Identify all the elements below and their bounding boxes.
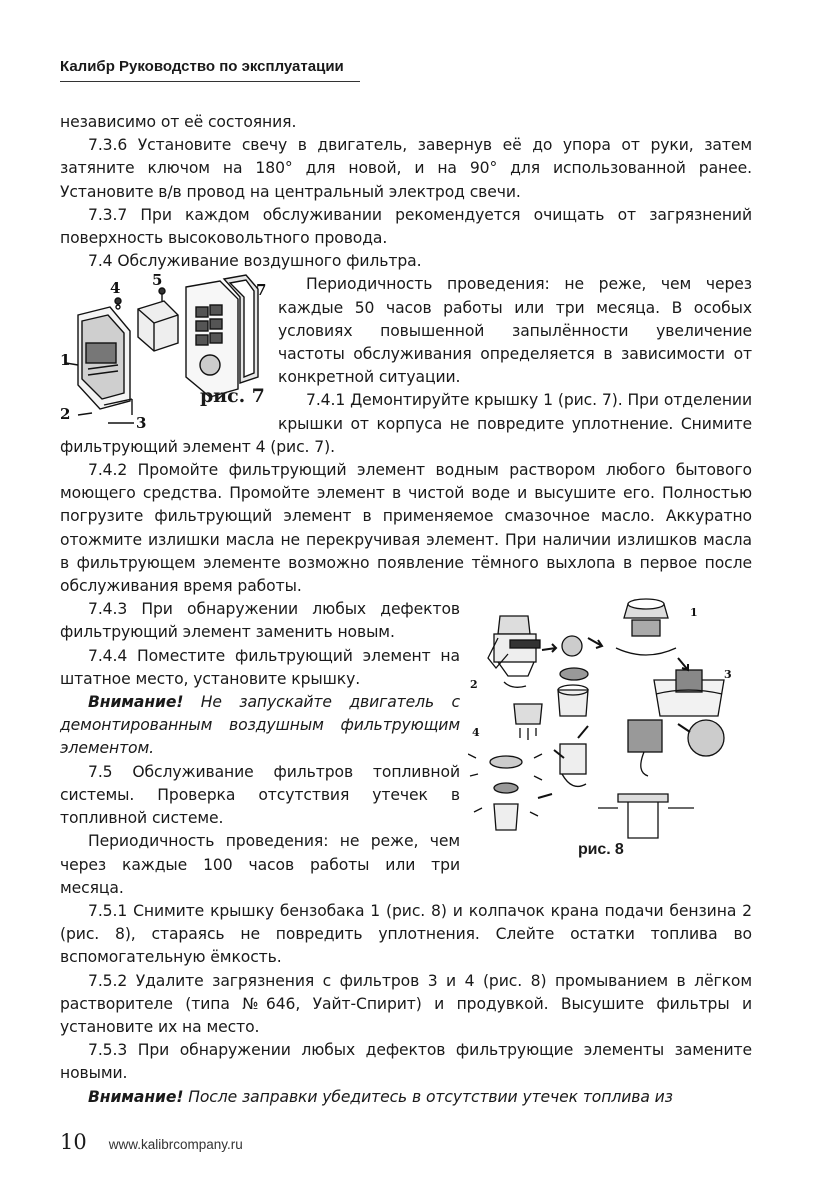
- paragraph: 7.3.7 При каждом обслуживании рекомендуется очищать от загрязнений поверхность высоковольтного провода.: [60, 205, 752, 248]
- fig7-label-1: 1: [60, 351, 71, 370]
- page-header: Калибр Руководство по эксплуатации: [60, 58, 360, 82]
- paragraph: 7.5.1 Снимите крышку бензобака 1 (рис. 8) и колпачок крана подачи бензина 2 (рис. 8), стараясь не повредить уплотнения. Слейте остатки топлива во вспомогательную ёмкость.: [60, 901, 752, 967]
- fig7-label-5: 5: [152, 273, 163, 290]
- fig7-label-4: 4: [110, 279, 121, 298]
- page-footer: [60, 1130, 243, 1154]
- page-content: [60, 111, 752, 1109]
- figure-7-caption: рис. 7: [200, 385, 265, 408]
- paragraph: 7.5.2 Удалите загрязнения с фильтров 3 и 4 (рис. 8) промыванием в лёгком растворителе (типа №646, Уайт-Спирит) и продувкой. Высушите фильтры и установите их на место.: [60, 971, 752, 1036]
- paragraph: 7.4.1 Демонтируйте крышку 1 (рис. 7). При отделении крышки от корпуса не повредите уплотнение. Снимите фильтрующий элемент 4 (рис. 7).: [60, 391, 752, 456]
- paragraph: Периодичность проведения: не реже, чем через каждые 100 часов работы или три месяца.: [60, 832, 460, 897]
- warning-label: Внимание!: [88, 693, 184, 712]
- paragraph: 7.5.3 При обнаружении любых дефектов фильтрующие элементы замените новыми.: [60, 1041, 752, 1083]
- paragraph: 7.4.4 Поместите фильтрующий элемент на штатное место, установите крышку.: [60, 646, 460, 688]
- figure-8-caption: рис. 8: [578, 841, 624, 859]
- paragraph: 7.3.6 Установите свечу в двигатель, завернув её до упора от руки, затем затяните ключом на 180° для новой, и на 90° для использованной ранее. Установите в/в провод на центральный электрод свечи.: [60, 136, 752, 201]
- warning-note: [60, 1086, 752, 1109]
- warning-text: Не запускайте двигатель с демонтированным воздушным фильтрующим элементом.: [60, 693, 460, 758]
- fig7-label-3: 3: [136, 414, 147, 429]
- fig8-label-3: 3: [724, 668, 732, 682]
- figure-7-air-filter: [60, 273, 268, 428]
- fig8-label-1: 1: [690, 606, 698, 620]
- paragraph: независимо от её состояния.: [60, 113, 297, 131]
- fuel-filters-drawing: [468, 598, 752, 862]
- warning-label: Внимание!: [88, 1087, 184, 1106]
- section-heading: 7.4 Обслуживание воздушного фильтра.: [88, 252, 422, 271]
- fig8-label-2: 2: [470, 678, 478, 692]
- fig8-label-4: 4: [472, 726, 480, 740]
- paragraph: 7.4.2 Промойте фильтрующий элемент водным раствором любого бытового моющего средства. Промойте элемент в чистой воде и высушите его. Полностью погрузите фильтрующий элемент в применяемое смазочное масло. Аккуратно отожмите излишки масла не перекручивая элемент. При наличии излишков масла в фильтрующем элементе возможно появление тёмного выхлопа в первое после обслуживания время работы.: [60, 461, 752, 596]
- warning-text: После заправки убедитесь в отсутствии утечек топлива из: [183, 1087, 673, 1106]
- paragraph: 7.4.3 При обнаружении любых дефектов фильтрующий элемент заменить новым.: [60, 600, 460, 642]
- page-number: 10: [60, 1130, 87, 1154]
- paragraph: Периодичность проведения: не реже, чем через каждые 50 часов работы или три месяца. В особых условиях повышенной запылённости увеличение частоты обслуживания определяется в зависимости от конкретной ситуации.: [278, 275, 752, 387]
- website-url: www.kalibrcompany.ru: [108, 1137, 243, 1152]
- fig7-label-2: 2: [60, 405, 71, 424]
- section-heading: 7.5 Обслуживание фильтров топливной системы. Проверка отсутствия утечек в топливной системе.: [60, 762, 460, 828]
- figure-8-fuel-filters: [468, 598, 752, 862]
- fig7-label-7: 7: [256, 281, 267, 300]
